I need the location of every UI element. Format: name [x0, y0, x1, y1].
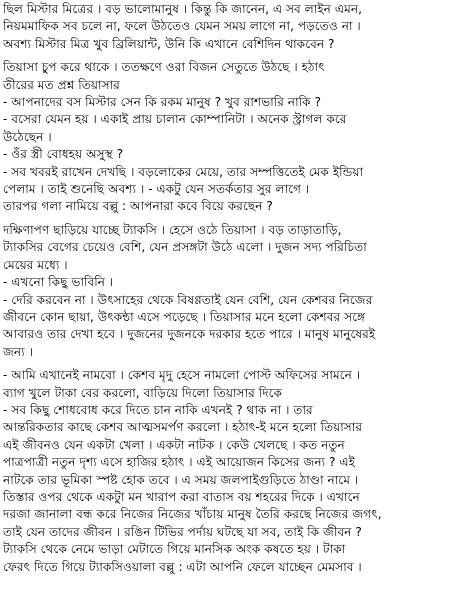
paragraph-4 [3, 367, 454, 576]
text-line: তারপর গলা নামিয়ে বল্লু : আপনারা কবে বিয়ে করছেন ? [3, 199, 273, 214]
text-line: জীবনে কোন ছায়া, উৎকন্ঠা এসে পড়েছে । তিয়াসার মনে হলো কেশবর সঙ্গে [3, 309, 366, 324]
text-line: আবারও তার দেখা হবে । দুজনের দুজনকে দরকার হতে পারে । মানুষ মানুষেরই [3, 327, 376, 342]
text-line: ছিল মিস্টার মিত্রের । বড় ভালোমানুষ । কিন্তু কি জানেন, এ সব লাইন এমন, [3, 2, 363, 16]
text-line: আন্তরিকতার কাছে কেশব আত্মসমর্পণ করলো । হঠাৎ-ই মনে হলো তিয়াসার [3, 420, 363, 435]
text-line: দক্ষিণাপণ ছাড়িয়ে যাচ্ছে ট্যাকসি । হেসে ওঠে তিয়াসা । বড় তাড়াতাড়ি, [3, 222, 342, 237]
text-line: অবশ্য মিস্টার মিত্র খুব ব্রিলিয়ান্ট, উনি কি এখানে বেশিদিন থাকবেন ? [3, 36, 335, 51]
text-line: মেয়ের মধ্যে । [3, 257, 68, 272]
text-line: উঠেছেন । [3, 129, 52, 144]
text-line: ব্যাগ খুলে টাকা বের করলো, বাড়িয়ে দিলো তিয়াসার দিকে [3, 385, 283, 400]
text-line: - বসেরা যেমন হয় । একাই প্রায় চালান কোম্পানিটা । অনেক স্ট্রাগল করে [3, 112, 347, 127]
text-line: ট্যাকসি থেকে নেমে ভাড়া মেটাতে গিয়ে মানসিক অংক কষতে হয় । টাকা [3, 542, 346, 557]
text-line: জন্য । [3, 344, 33, 359]
paragraph-2 [3, 59, 454, 216]
text-line: ফেরৎ দিতে গিয়ে ট্যাকসিওয়ালা বল্লু : এটা আপনি ফেলে যাচ্ছেন মেমসাব । [3, 559, 362, 574]
text-line: তিয়াসা চুপ করে থাকে । ততক্ষণে ওরা বিজন সেতুতে উঠছে । হঠাৎ [3, 60, 325, 75]
text-line: তাই যেন তাদের জীবন । রঙিন টিভির পর্দায় ঘটছে যা সব, তাই কি জীবন ? [3, 524, 362, 539]
text-line: দরজা জানালা বন্ধ করে নিজের নিজের খাঁচায় মানুষ তৈরি করছে নিজের জগৎ, [3, 507, 382, 522]
text-line: - আপনাদের বস মিস্টার সেন কি রকম মানুষ ? খুব রাশভারি নাকি ? [3, 95, 321, 110]
text-line: নাটকে তার ভূমিকা স্পষ্ট হোক তবে । এ সময় জলপাইগুড়িতে ঠাণ্ডা নামে । [3, 472, 359, 487]
text-line: - সব কিছু শোধবোধ করে দিতে চান নাকি এখনই ? থাক না । তার [3, 402, 313, 417]
text-line: এই জীবনও যেন একটা খেলা । একটা নাটক । কেউ খেলছে । কত নতুন [3, 437, 345, 452]
text-line: তীরের মত প্রশ্ন তিয়াসার [3, 77, 120, 92]
text-line: নিয়মমাফিক সব চলে না, ফলে উঠতেও যেমন সময় লাগে না, পড়তেও না । [3, 19, 361, 34]
text-line: - আমি এখানেই নামবো । কেশব মৃদু হেসে নামলো পোস্ট অফিসের সামনে । [3, 368, 361, 383]
paragraph-1 [3, 1, 454, 53]
text-line: - দেরি করবেন না । উৎসাহের থেকে বিষণ্ণতাই যেন বেশি, যেন কেশবর নিজের [3, 292, 373, 307]
text-line: - সব খবরই রাখেন দেখছি । বড়লোকের মেয়ে, তার সম্পত্তিতেই মেক ইন্ডিয়া [3, 164, 364, 179]
text-line: ট্যাকসির বেগের চেয়েও বেশি, যেন প্রসঙ্গটা উঠে এলো । দুজন সদ্য পরিচিতা [3, 240, 367, 255]
text-line: তিস্তার ওপর থেকে একটুা মন খারাপ করা বাতাস বয় শহরের দিকে । এখানে [3, 489, 360, 504]
text-line: - এখনো কিছু ভাবিনি । [3, 275, 114, 290]
text-line: - ওঁর স্ত্রী বোধহয় অসুস্থ ? [3, 147, 124, 162]
text-line: পাত্রপাত্রী নতুন দৃশ্য এসে হাজির হঠাৎ । এই আয়োজন কিসের জন্য ? এই [3, 455, 355, 470]
text-line: পেলাম । তাই শুনেছি অবশ্য । - একটু যেন সতর্কতার সুর লাগে । [3, 182, 310, 197]
paragraph-3 [3, 222, 454, 361]
